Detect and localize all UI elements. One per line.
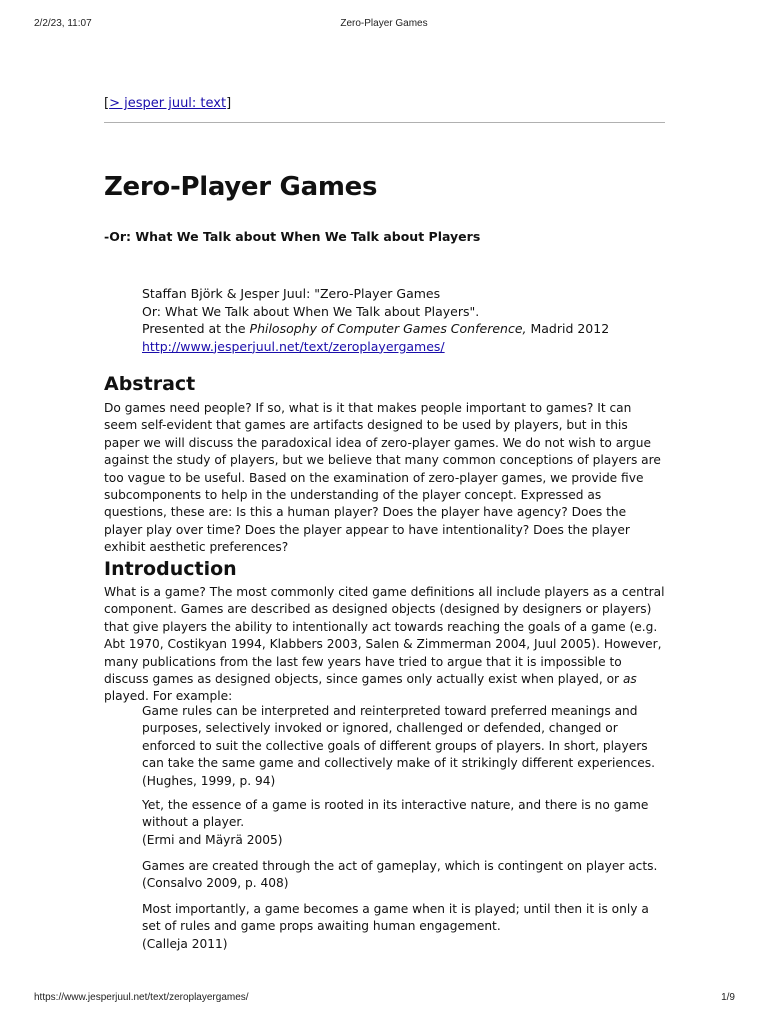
citation-suffix: Madrid 2012 [526, 321, 610, 336]
breadcrumb-close-bracket: ] [226, 96, 232, 111]
quote-hughes [142, 703, 662, 790]
breadcrumb [104, 96, 231, 111]
quote-text: Yet, the essence of a game is rooted in its interactive nature, and there is no game without a player. [142, 798, 649, 830]
introduction-heading: Introduction [104, 558, 237, 580]
breadcrumb-open-bracket: [ [104, 96, 110, 111]
quote-source: (Ermi and Mäyrä 2005) [142, 832, 283, 847]
print-datetime: 2/2/23, 11:07 [34, 18, 92, 29]
citation-prefix: Presented at the [142, 321, 250, 336]
quote-source: (Calleja 2011) [142, 936, 228, 951]
quote-text: Game rules can be interpreted and reinterpreted toward preferred meanings and purposes, selectively invoked or ignored, challenged or defended, changed or enforced to suit the collective goals of different groups of players. In short, players can take the same game and collectively make of it strikingly different experiences. [142, 704, 655, 771]
citation-line-3 [142, 320, 609, 338]
intro-text-italic: as [622, 672, 637, 687]
quote-source: (Hughes, 1999, p. 94) [142, 773, 276, 788]
intro-text-before: What is a game? The most commonly cited game definitions all include players as a central component. Games are described as designed objects (designed by designers or players) that give players the ability to intentionally act towards reaching the goals of a game (e.g. Abt 1970, Costikyan 1994, Klabbers 2003, Salen & Zimmerman 2004, Juul 2005). However, many publications from the last few years have tried to argue that it is impossible to discuss games as designed objects, since games only actually exist when played, or [104, 585, 665, 687]
conference-name: Philosophy of Computer Games Conference, [249, 321, 527, 336]
print-url: https://www.jesperjuul.net/text/zeroplayergames/ [34, 992, 249, 1003]
intro-text-after: played. For example: [104, 689, 233, 704]
citation-block [142, 285, 609, 355]
print-page-title: Zero-Player Games [340, 18, 428, 29]
abstract-heading: Abstract [104, 373, 196, 395]
introduction-text [104, 584, 665, 706]
page-number: 1/9 [721, 992, 735, 1003]
quote-calleja [142, 901, 662, 953]
citation-line-1: Staffan Björk & Jesper Juul: "Zero-Player Games [142, 286, 441, 301]
quote-consalvo [142, 858, 662, 893]
header-divider [104, 122, 665, 123]
quote-text: Games are created through the act of gameplay, which is contingent on player acts. [142, 859, 658, 873]
jesper-juul-text-link[interactable]: > jesper juul: text [109, 96, 227, 111]
citation-line-2: Or: What We Talk about When We Talk about Players". [142, 303, 480, 319]
article-url-link[interactable]: http://www.jesperjuul.net/text/zeroplayergames/ [142, 338, 445, 354]
quote-ermi-mayra [142, 797, 662, 849]
page-subtitle: -Or: What We Talk about When We Talk about Players [104, 229, 481, 244]
page-title: Zero-Player Games [104, 172, 378, 202]
quote-text: Most importantly, a game becomes a game when it is played; until then it is only a set of rules and game props awaiting human engagement. [142, 902, 649, 934]
abstract-text: Do games need people? If so, what is it that makes people important to games? It can seem self-evident that games are artifacts designed to be used by players, but in this paper we will discuss the paradoxical idea of zero-player games. We do not wish to argue against the study of players, but we believe that many common conceptions of players are too vague to be useful. Based on the examination of zero-player games, we provide five subcomponents to help in the understanding of the player concept. Expressed as questions, these are: Is this a human player? Does the player have agency? Does the player play over time? Does the player appear to have intentionality? Does the player exhibit aesthetic preferences? [104, 401, 661, 555]
quote-source: (Consalvo 2009, p. 408) [142, 876, 289, 891]
